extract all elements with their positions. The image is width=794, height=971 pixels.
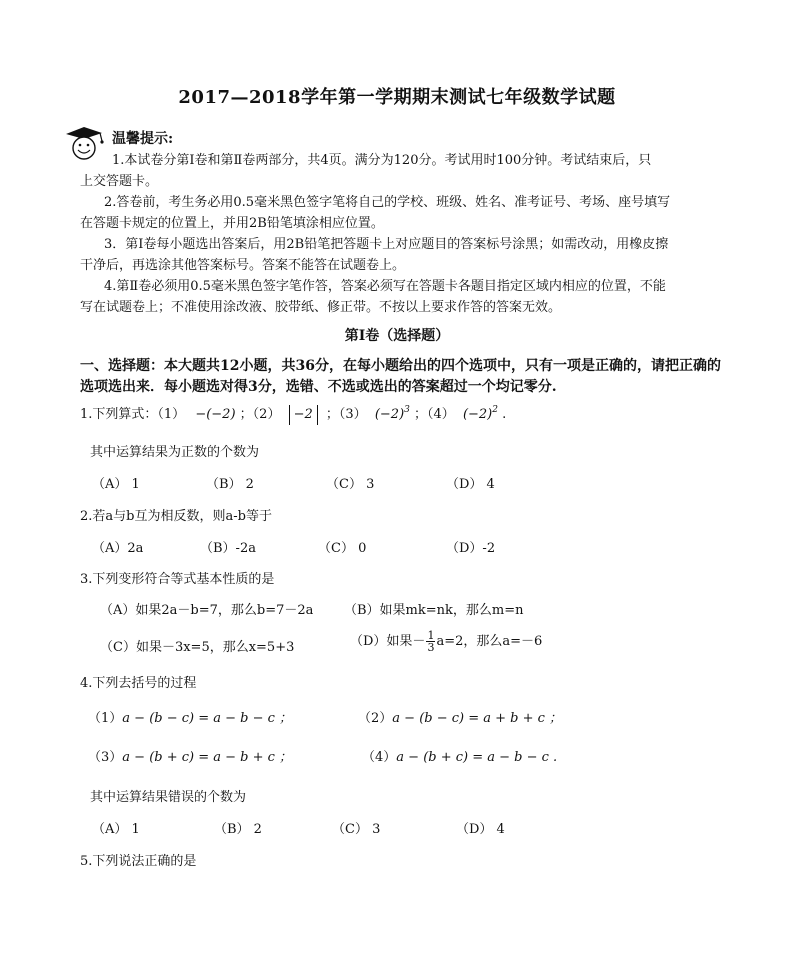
question-4-line-2: 其中运算结果错误的个数为 bbox=[90, 790, 247, 805]
q1-option-b: （B） 2 bbox=[206, 477, 254, 492]
smiley-graduate-icon bbox=[62, 124, 108, 162]
question-4-stem: 4.下列去括号的过程 bbox=[80, 676, 197, 691]
tip-4-line-2: 写在试题卷上；不准使用涂改液、胶带纸、修正带。不按以上要求作答的答案无效。 bbox=[80, 300, 562, 315]
q4-item-2-label: （2） bbox=[358, 711, 393, 726]
q4-item-4-expr: a − (b + c) = a − b − c . bbox=[396, 750, 558, 765]
q4-option-c: （C） 3 bbox=[332, 822, 381, 837]
q4-item-3 bbox=[88, 746, 292, 765]
q1-option-d: （D） 4 bbox=[446, 477, 495, 492]
tip-1-line-2: 上交答题卡。 bbox=[80, 174, 159, 189]
q2-option-d: （D）-2 bbox=[446, 541, 496, 556]
tips-heading: 温馨提示: bbox=[112, 131, 174, 147]
q3-option-d-suffix: a=2，那么a=－6 bbox=[436, 634, 543, 649]
section-1-instruction-line-1: 一、选择题：本大题共12小题，共36分，在每小题给出的四个选项中，只有一项是正确的，请把正确的 bbox=[80, 358, 721, 374]
q3-option-a: （A）如果2a－b=7，那么b=7－2a bbox=[100, 603, 314, 618]
question-1-stem bbox=[80, 404, 506, 426]
question-1-line-2: 其中运算结果为正数的个数为 bbox=[90, 445, 260, 460]
q1-expr-4 bbox=[463, 407, 498, 422]
q3-option-d-prefix: （D）如果－ bbox=[350, 634, 426, 649]
q1-sep-4: ；（4） bbox=[414, 407, 455, 422]
q2-option-b: （B）-2a bbox=[200, 541, 256, 556]
q4-item-2-expr: a − (b − c) = a + b + c ； bbox=[392, 711, 563, 726]
tip-2-line-2: 在答题卡规定的位置上，并用2B铅笔填涂相应位置。 bbox=[80, 216, 384, 231]
question-5-stem: 5.下列说法正确的是 bbox=[80, 854, 197, 869]
q3-option-d-fraction bbox=[426, 630, 435, 653]
q2-option-c: （C） 0 bbox=[318, 541, 367, 556]
section-1-title: 第Ⅰ卷（选择题） bbox=[344, 328, 450, 344]
q1-prefix: 1.下列算式：（1） bbox=[80, 407, 186, 422]
q4-item-3-expr: a − (b + c) = a − b + c ； bbox=[122, 750, 293, 765]
question-3-stem: 3.下列变形符合等式基本性质的是 bbox=[80, 572, 275, 587]
q3-option-b: （B）如果mk=nk，那么m=n bbox=[344, 603, 524, 618]
q1-sep-3: ；（3） bbox=[325, 407, 367, 422]
q4-item-1 bbox=[88, 707, 292, 726]
q3-option-d bbox=[350, 627, 542, 657]
q1-expr-3-base: (−2) bbox=[374, 407, 405, 422]
q4-option-a: （A） 1 bbox=[92, 822, 140, 837]
q1-expr-4-base: (−2) bbox=[462, 407, 493, 422]
q1-expr-3 bbox=[375, 407, 410, 422]
tip-4-line-1: 4.第Ⅱ卷必须用0.5毫米黑色签字笔作答，答案必须写在答题卡各题目指定区域内相应的位置，不能 bbox=[104, 279, 666, 294]
fraction-denominator: 3 bbox=[427, 641, 435, 654]
q4-item-4 bbox=[362, 746, 557, 765]
section-1-instruction-line-2: 选项选出来．每小题选对得3分，选错、不选或选出的答案超过一个均记零分. bbox=[80, 379, 557, 395]
q1-end: . bbox=[502, 407, 507, 422]
q4-item-4-label: （4） bbox=[362, 750, 397, 765]
q1-option-a: （A） 1 bbox=[92, 477, 140, 492]
tip-3-line-2: 干净后，再选涂其他答案标号。答案不能答在试题卷上。 bbox=[80, 258, 406, 273]
page-title: 2017—2018学年第一学期期末测试七年级数学试题 bbox=[178, 87, 616, 108]
q1-expr-3-exp: 3 bbox=[404, 405, 410, 415]
tip-1-line-1: 1.本试卷分第Ⅰ卷和第Ⅱ卷两部分，共4页。满分为120分。考试用时100分钟。考试结束后，只 bbox=[112, 153, 652, 168]
q4-option-b: （B） 2 bbox=[214, 822, 262, 837]
q4-item-1-label: （1） bbox=[88, 711, 123, 726]
q1-sep-2: ；（2） bbox=[239, 407, 281, 422]
q4-item-3-label: （3） bbox=[88, 750, 123, 765]
q3-option-c: （C）如果－3x=5，那么x=5+3 bbox=[100, 640, 295, 655]
question-2-stem: 2.若a与b互为相反数，则a-b等于 bbox=[80, 509, 272, 524]
tip-3-line-1: 3．第Ⅰ卷每小题选出答案后，用2B铅笔把答题卡上对应题目的答案标号涂黑；如需改动，用橡皮擦 bbox=[104, 237, 669, 252]
q4-option-d: （D） 4 bbox=[456, 822, 505, 837]
tip-2-line-1: 2.答卷前，考生务必用0.5毫米黑色签字笔将自己的学校、班级、姓名、准考证号、考场、座号填写 bbox=[104, 195, 671, 210]
q4-item-1-expr: a − (b − c) = a − b − c ； bbox=[122, 711, 293, 726]
q4-item-2 bbox=[358, 707, 562, 726]
fraction-numerator: 1 bbox=[427, 629, 435, 642]
q1-option-c: （C） 3 bbox=[326, 477, 375, 492]
q2-option-a: （A）2a bbox=[92, 541, 144, 556]
q1-expr-4-exp: 2 bbox=[492, 405, 498, 415]
q1-expr-2-abs: −2 bbox=[289, 405, 318, 425]
q1-expr-1: −(−2) bbox=[195, 407, 236, 422]
